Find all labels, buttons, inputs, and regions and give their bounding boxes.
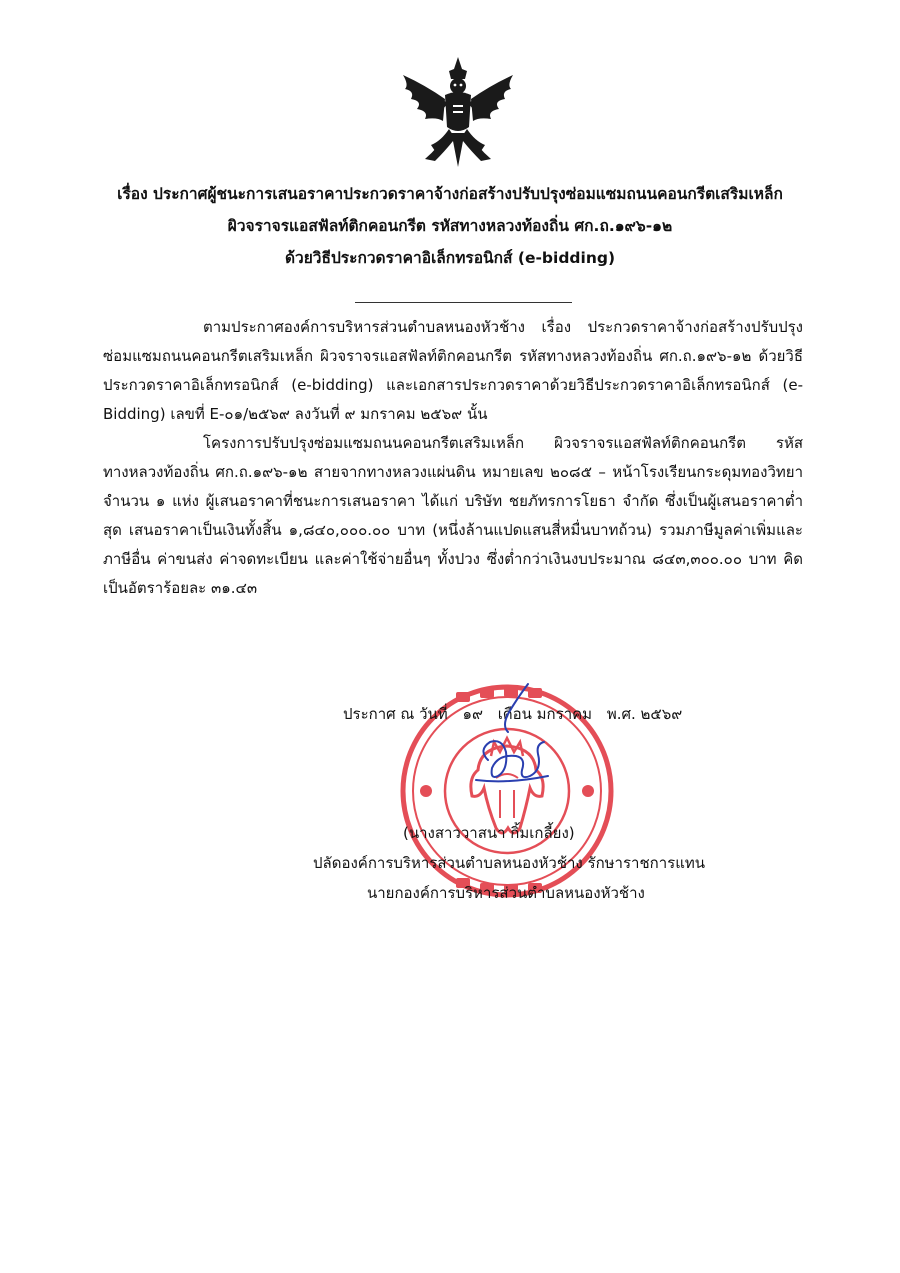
document-title-line-1: เรื่อง ประกาศผู้ชนะการเสนอราคาประกวดราคาจ้างก่อสร้างปรับปรุงซ่อมแซมถนนคอนกรีตเสริมเหล็ก <box>117 185 783 203</box>
signatory-position-line-2: นายกองค์การบริหารส่วนตำบลหนองหัวช้าง <box>367 884 645 902</box>
body-paragraph-2: โครงการปรับปรุงซ่อมแซมถนนคอนกรีตเสริมเหล็ก ผิวจราจรแอสฟัลท์ติกคอนกรีต รหัสทางหลวงท้องถิ่น ศก.ถ.๑๙๖-๑๒ สายจากทางหลวงแผ่นดิน หมายเลข ๒๐๘๕ – หน้าโรงเรียนกระดุมทองวิทยา จำนวน ๑ แห่ง ผู้เสนอราคาที่ชนะการเสนอราคา ได้แก่ บริษัท ชยภัทรการโยธา จำกัด ซึ่งเป็นผู้เสนอราคาต่ำสุด เสนอราคาเป็นเงินทั้งสิ้น ๑,๘๔๐,๐๐๐.๐๐ บาท (หนึ่งล้านแปดแสนสี่หมื่นบาทถ้วน) รวมภาษีมูลค่าเพิ่มและภาษีอื่น ค่าขนส่ง ค่าจดทะเบียน และค่าใช้จ่ายอื่นๆ ทั้งปวง ซึ่งต่ำกว่าเงินงบประมาณ ๘๔๓,๓๐๐.๐๐ บาท คิดเป็นอัตราร้อยละ ๓๑.๔๓ <box>103 434 803 597</box>
title-divider <box>355 302 572 303</box>
handwritten-signature <box>468 680 558 795</box>
body-paragraph-1: ตามประกาศองค์การบริหารส่วนตำบลหนองหัวช้าง เรื่อง ประกวดราคาจ้างก่อสร้างปรับปรุงซ่อมแซมถนนคอนกรีตเสริมเหล็ก ผิวจราจรแอสฟัลท์ติกคอนกรีต รหัสทางหลวงท้องถิ่น ศก.ถ.๑๙๖-๑๒ ด้วยวิธีประกวดราคาอิเล็กทรอนิกส์ (e-bidding) และเอกสารประกวดราคาด้วยวิธีประกวดราคาอิเล็กทรอนิกส์ (e-Bidding) เลขที่ E-๐๑/๒๕๖๙ ลงวันที่ ๙ มกราคม ๒๕๖๙ นั้น <box>103 318 803 423</box>
date-day: ๑๙ <box>462 705 483 723</box>
date-year: พ.ศ. ๒๕๖๙ <box>606 705 683 723</box>
signatory-name: (นางสาววาสนา กิ้มเกลี้ยง) <box>403 824 575 842</box>
announcement-body <box>103 313 803 603</box>
date-prefix: ประกาศ ณ วันที่ <box>343 705 448 723</box>
garuda-emblem-icon <box>395 55 521 173</box>
date-month: เดือน มกราคม <box>497 705 593 723</box>
document-title-line-2: ผิวจราจรแอสฟัลท์ติกคอนกรีต รหัสทางหลวงท้องถิ่น ศก.ถ.๑๙๖-๑๒ <box>227 217 673 235</box>
signatory-position-line-1: ปลัดองค์การบริหารส่วนตำบลหนองหัวช้าง รักษาราชการแทน <box>313 854 705 872</box>
document-title-line-3: ด้วยวิธีประกวดราคาอิเล็กทรอนิกส์ (e-bidding) <box>284 249 616 267</box>
